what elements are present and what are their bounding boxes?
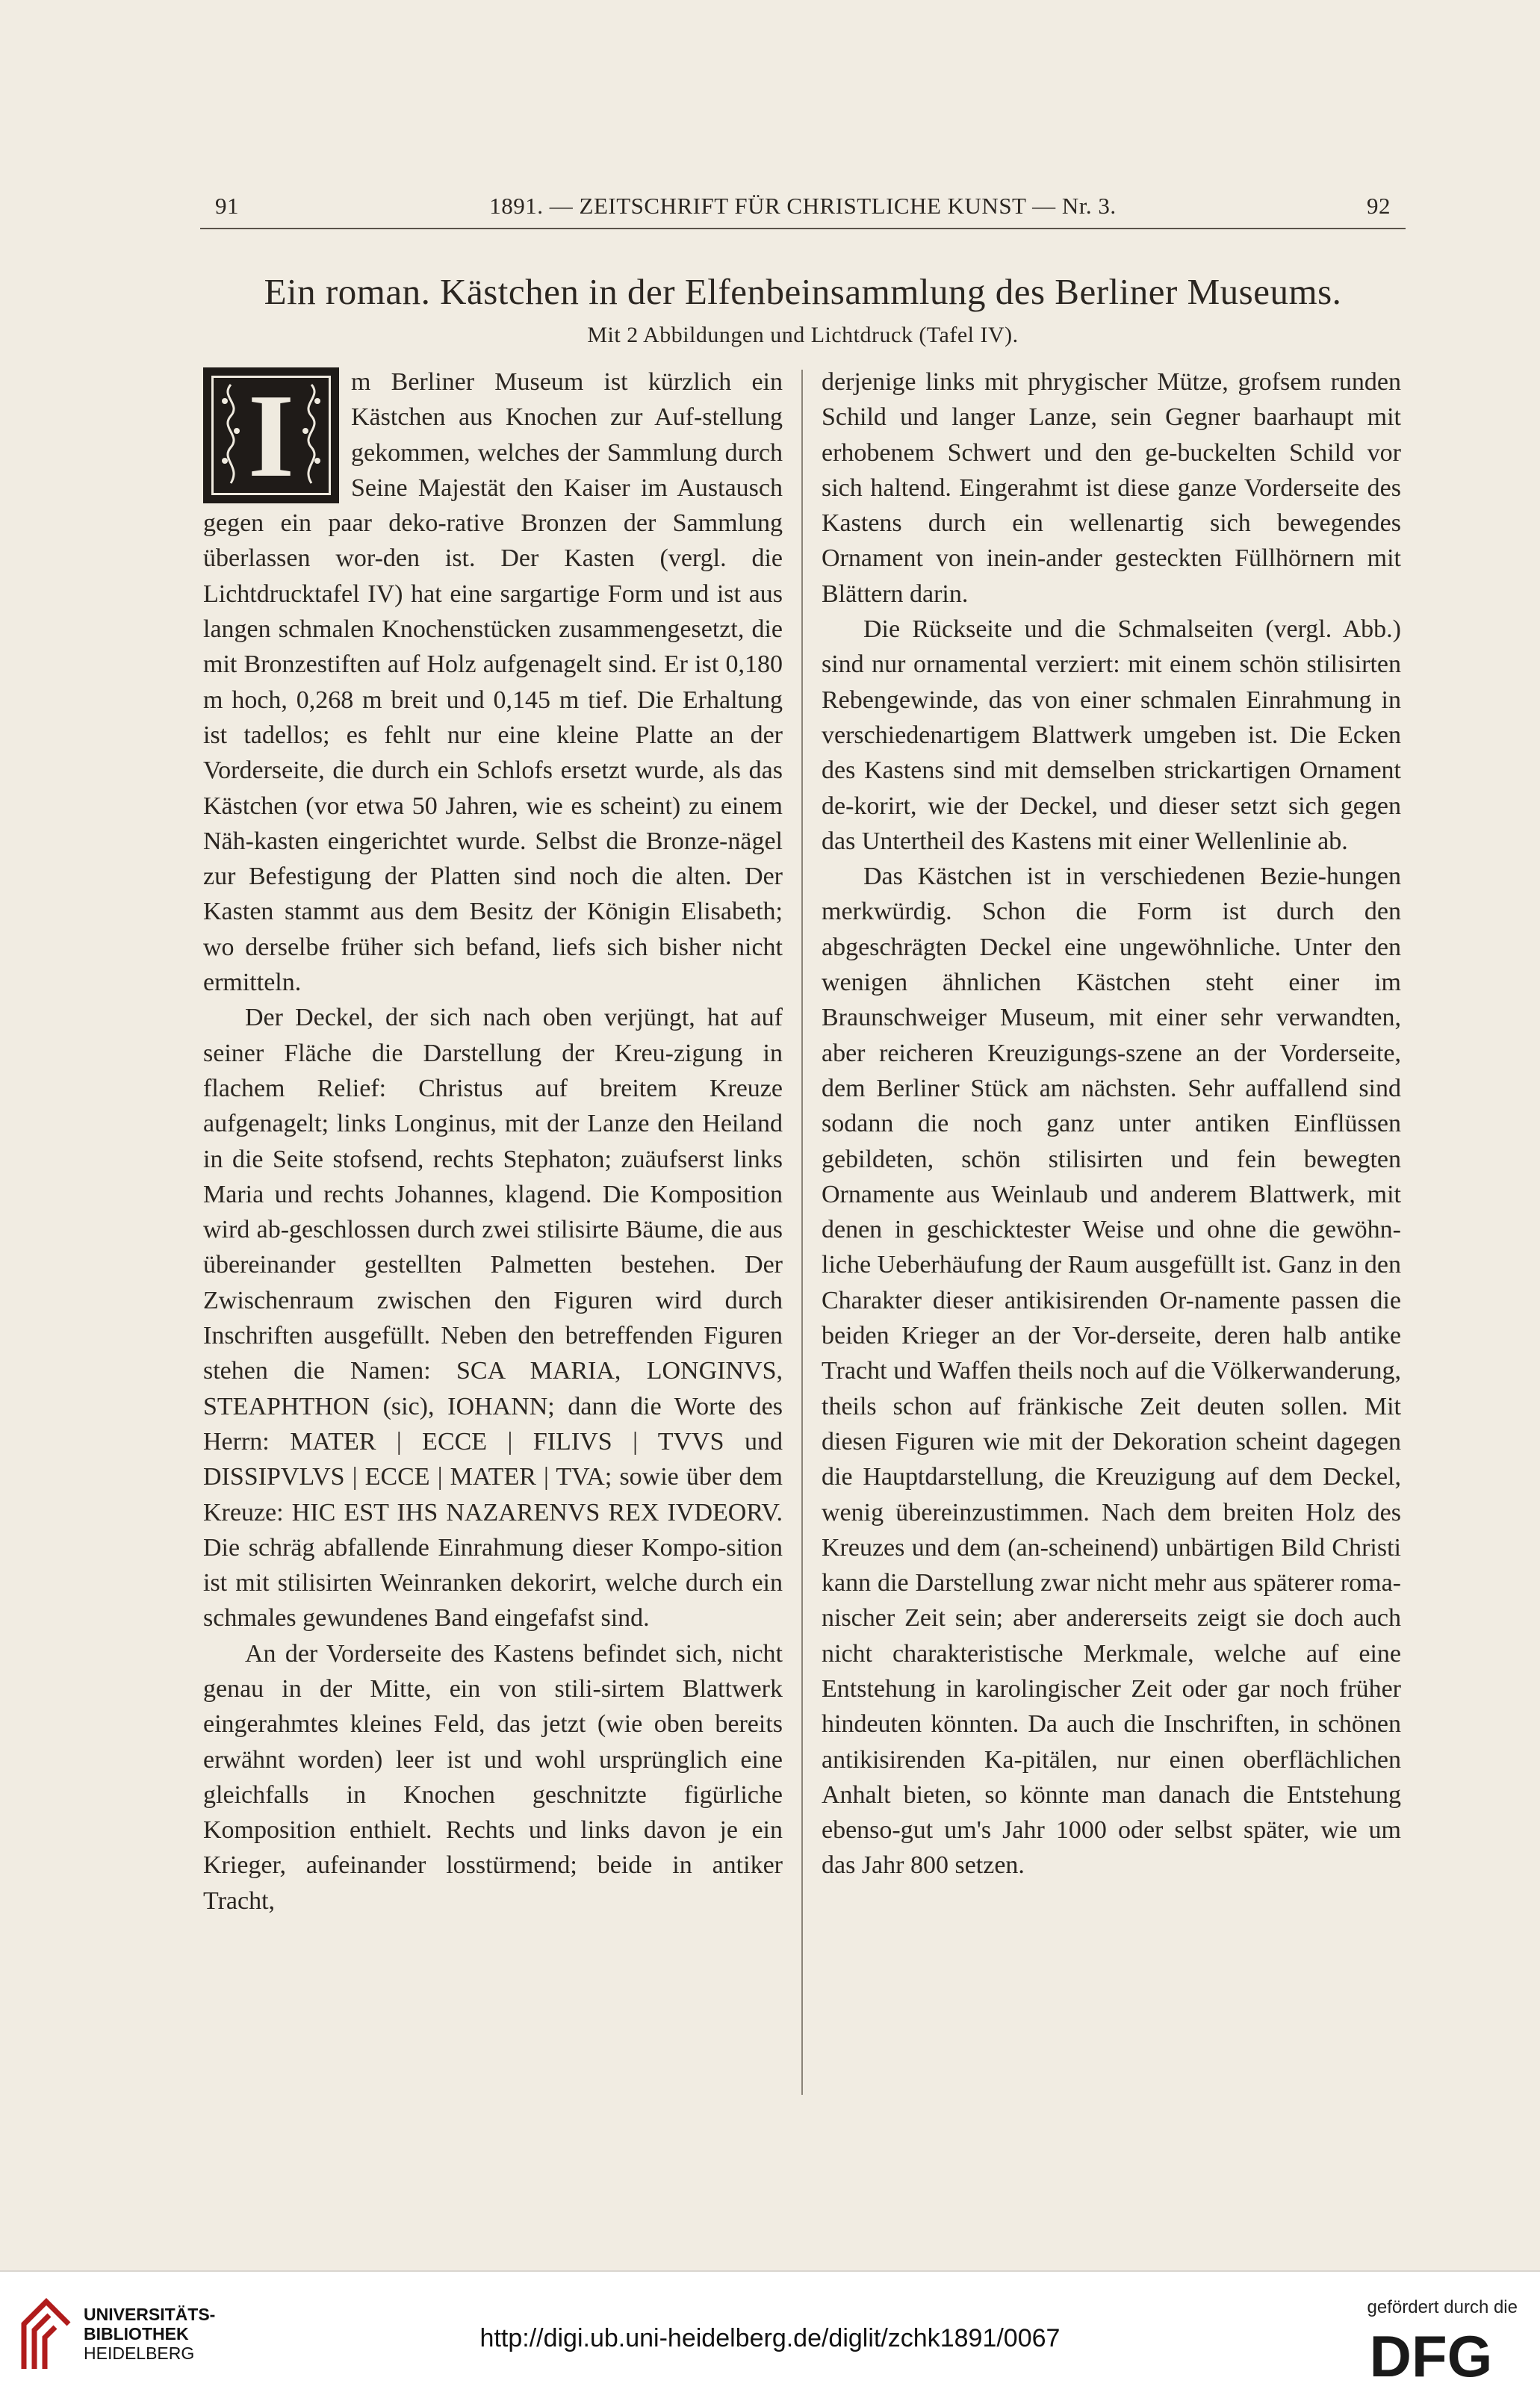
page-number-right: 92	[1367, 193, 1391, 219]
header-rule	[200, 228, 1406, 229]
page-number-left: 91	[215, 193, 239, 219]
article-title: Ein roman. Kästchen in der Elfenbeinsammlung des Berliner Museums.	[264, 271, 1342, 312]
article-subtitle: Mit 2 Abbildungen und Lichtdruck (Tafel IV).	[587, 323, 1019, 347]
running-head	[200, 188, 1406, 226]
dfg-logo-text: DFG	[1369, 2330, 1493, 2382]
column-divider	[801, 370, 803, 2095]
initial-letter: I	[247, 369, 295, 502]
paragraph: m Berliner Museum ist kürzlich ein Kästchen aus Knochen zur Auf-stellung gekommen, welches der Sammlung durch Seine Majestät den Kaiser im Austausch gegen ein paar deko-rative Bronzen der Sammlung überlassen wor-den ist. Der Kasten (vergl. die Lichtdrucktafel IV) hat eine sargartige Form und ist aus langen schmalen Knochenstücken zusammengesetzt, die mit Bronzestiften auf Holz aufgenagelt sind. Er ist 0,180 m hoch, 0,268 m breit und 0,145 m tief. Die Erhaltung ist tadellos; es fehlt nur eine kleine Platte an der Vorderseite, die durch ein Schlofs ersetzt wurde, als das Kästchen (vor etwa 50 Jahren, wie es scheint) zu einem Näh-kasten eingerichtet wurde. Selbst die Bronze-nägel zur Befestigung der Platten sind noch die alten. Der Kasten stammt aus dem Besitz der Königin Elisabeth; wo derselbe früher sich befand, liefs sich bisher nicht ermitteln.	[203, 368, 783, 997]
paragraph: An der Vorderseite des Kastens befindet sich, nicht genau in der Mitte, ein von stili-sirtem Blattwerk eingerahmtes kleines Feld, das jetzt (wie oben bereits erwähnt worden) leer ist und wohl ursprünglich eine gleichfalls in Knochen geschnitzte figürliche Komposition enthielt. Rechts und links davon je ein Krieger, aufeinander losstürmend; beide in antiker Tracht,	[203, 1639, 783, 1915]
paragraph: Die Rückseite und die Schmalseiten (vergl. Abb.) sind nur ornamental verziert: mit einem schön stilisirten Rebengewinde, das von einer schmalen Einrahmung in verschiedenartigem Blattwerk umgeben ist. Die Ecken des Kastens sind mit demselben strickartigen Ornament de-korirt, wie der Deckel, und dieser setzt sich gegen das Untertheil des Kastens mit einer Wellenlinie ab.	[822, 615, 1401, 855]
funding-note: gefördert durch die	[1367, 2297, 1518, 2317]
dfg-logo-icon	[1343, 2330, 1519, 2382]
paragraph: Der Deckel, der sich nach oben verjüngt, hat auf seiner Fläche die Darstellung der Kreu-zigung in flachem Relief: Christus auf breitem Kreuze aufgenagelt; links Longinus, mit der Lanze den Heiland in die Seite stofsend, rechts Stephaton; zuäufserst links Maria und rechts Johannes, klagend. Die Komposition wird ab-geschlossen durch zwei stilisirte Bäume, die aus übereinander gestellten Palmetten bestehen. Der Zwischenraum zwischen den Figuren wird durch Inschriften ausgefüllt. Neben den betreffenden Figuren stehen die Namen: SCA MARIA, LONGINVS, STEAPHTHON (sic), IOHANN; dann die Worte des Herrn: MATER | ECCE | FILIVS | TVVS und DISSIPVLVS | ECCE | MATER | TVA; sowie über dem Kreuze: HIC EST IHS NAZARENVS REX IVDEORV. Die schräg abfallende Einrahmung dieser Kompo-sition ist mit stilisirten Weinranken dekorirt, welche durch ein schmales gewundenes Band eingefafst sind.	[203, 1004, 783, 1633]
ornamental-initial	[203, 367, 339, 503]
left-column	[203, 364, 783, 2105]
journal-title: 1891. — ZEITSCHRIFT FÜR CHRISTLICHE KUNST — Nr. 3.	[489, 193, 1117, 219]
library-name: UNIVERSITÄTS- BIBLIOTHEK HEIDELBERG	[84, 2305, 216, 2363]
paragraph: derjenige links mit phrygischer Mütze, grofsem runden Schild und langer Lanze, sein Gegner baarhaupt mit erhobenem Schwert und den ge-buckelten Schild vor sich haltend. Eingerahmt ist diese ganze Vorderseite des Kastens durch ein wellenartig sich bewegendes Ornament von inein-ander gesteckten Füllhörnern mit Blättern darin.	[822, 368, 1401, 608]
right-column	[822, 364, 1401, 2105]
digitization-footer	[0, 2270, 1540, 2401]
paragraph: Das Kästchen ist in verschiedenen Bezie-hungen merkwürdig. Schon die Form ist durch den abgeschrägten Deckel eine ungewöhnliche. Unter den wenigen ähnlichen Kästchen steht einer im Braunschweiger Museum, mit einer sehr verwandten, aber reicheren Kreuzigungs-szene an der Vorderseite, dem Berliner Stück am nächsten. Sehr auffallend sind sodann die noch ganz unter antiken Einflüssen gebildeten, schön stilisirten und fein bewegten Ornamente aus Weinlaub und anderem Blattwerk, mit denen in geschicktester Weise und ohne die gewöhn-liche Ueberhäufung der Raum ausgefüllt ist. Ganz in den Charakter dieser antikisirenden Or-namente passen die beiden Krieger an der Vor-derseite, deren halb antike Tracht und Waffen theils noch auf die Völkerwanderung, theils schon auf fränkische Zeit deuten sollen. Mit diesen Figuren wie mit der Dekoration scheint dagegen die Hauptdarstellung, die Kreuzigung auf dem Deckel, wenig übereinzustimmen. Nach dem breiten Holz des Kreuzes und dem (an-scheinend) unbärtigen Bild Christi kann die Darstellung zwar nicht mehr aus späterer roma-nischer Zeit sein; aber andererseits zeigt sie doch auch nicht charakteristische Merkmale, welche auf eine Entstehung in karolingischer Zeit oder gar noch früher hindeuten könnten. Da auch die Inschriften, in schönen antikisirenden Ka-pitälen, nur einen oberflächlichen Anhalt bieten, so könnte man danach die Entstehung ebenso-gut um's Jahr 1000 oder selbst später, wie um das Jahr 800 setzen.	[822, 863, 1401, 1880]
permalink-url[interactable]: http://digi.ub.uni-heidelberg.de/diglit/zchk1891/0067	[479, 2324, 1061, 2352]
